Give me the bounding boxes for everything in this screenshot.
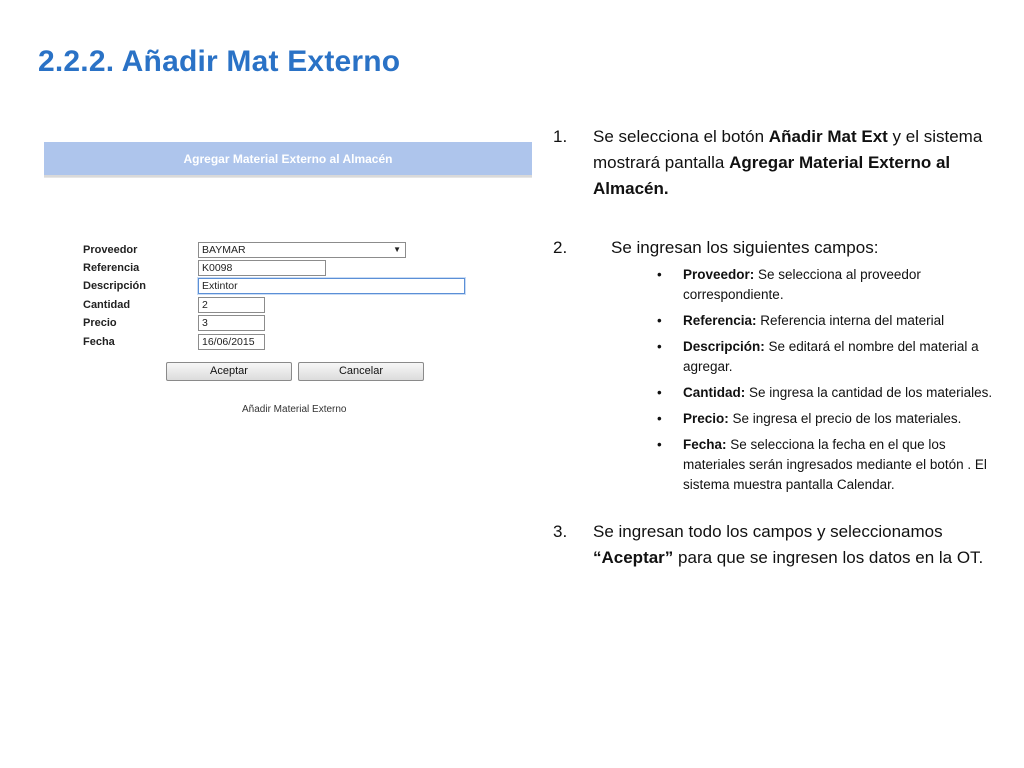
bullet-desc: Se selecciona al proveedor correspondiente.	[683, 267, 921, 302]
step-number: 3.	[553, 522, 568, 541]
cantidad-label: Cantidad	[83, 299, 131, 311]
list-item: • Fecha: Se selecciona la fecha en el que los materiales serán ingresados mediante el botón . El sistema muestra pantalla Calendar.	[657, 437, 987, 492]
cancel-button[interactable]: Cancelar	[298, 362, 424, 381]
proveedor-select[interactable]	[198, 242, 406, 258]
bullet-desc: Se ingresa la cantidad de los materiales.	[745, 385, 993, 400]
list-item: • Descripción: Se editará el nombre del material a agregar.	[657, 339, 979, 374]
precio-input[interactable]	[198, 315, 265, 331]
step-text: Se ingresan todo los campos y seleccionamos	[593, 522, 943, 541]
bullet-desc: Se editará el nombre del material a agregar.	[683, 339, 979, 374]
step-text: Se ingresan los siguientes campos:	[611, 238, 879, 257]
slide-title: 2.2.2. Añadir Mat Externo	[38, 45, 401, 78]
referencia-input[interactable]	[198, 260, 326, 276]
descripcion-input[interactable]	[198, 278, 465, 294]
cantidad-value: 2	[202, 299, 208, 311]
step-3	[553, 519, 1003, 571]
accept-button[interactable]: Aceptar	[166, 362, 292, 381]
instructions	[553, 124, 1003, 571]
proveedor-value: BAYMAR	[202, 244, 246, 256]
list-item: • Proveedor: Se selecciona al proveedor correspondiente.	[657, 267, 921, 302]
precio-value: 3	[202, 317, 208, 329]
bullet-term: Proveedor:	[683, 267, 755, 282]
precio-label: Precio	[83, 317, 117, 329]
fecha-label: Fecha	[83, 336, 115, 348]
step-2	[553, 235, 1003, 261]
referencia-value: K0098	[202, 262, 233, 274]
step-emphasis: “Aceptar”	[593, 548, 674, 567]
bullet-desc: Se ingresa el precio de los materiales.	[728, 411, 962, 426]
descripcion-label: Descripción	[83, 280, 146, 292]
bullet-term: Referencia:	[683, 313, 757, 328]
bullet-term: Precio:	[683, 411, 729, 426]
form-caption: Añadir Material Externo	[242, 404, 347, 415]
bullet-desc: Referencia interna del material	[756, 313, 945, 328]
bullet-term: Descripción:	[683, 339, 765, 354]
chevron-down-icon: ▼	[393, 245, 401, 254]
bullet-term: Fecha:	[683, 437, 727, 452]
field-list	[553, 265, 1003, 495]
list-item: • Precio: Se ingresa el precio de los materiales.	[657, 411, 962, 426]
bullet-term: Cantidad:	[683, 385, 746, 400]
step-1	[553, 124, 1003, 202]
form-header: Agregar Material Externo al Almacén	[44, 142, 532, 177]
referencia-label: Referencia	[83, 262, 140, 274]
fecha-value: 16/06/2015	[202, 336, 255, 348]
step-emphasis: Añadir Mat Ext	[768, 127, 888, 146]
step-number: 2.	[553, 238, 568, 257]
descripcion-value: Extintor	[202, 280, 238, 292]
step-text: y el sistema mostrará pantalla	[593, 127, 983, 172]
list-item: • Referencia: Referencia interna del material	[657, 313, 945, 328]
bullet-desc: Se selecciona la fecha en el que los materiales serán ingresados mediante el botón . El sistema muestra pantalla Calendar.	[683, 437, 987, 492]
fecha-input[interactable]	[198, 334, 265, 350]
list-item: • Cantidad: Se ingresa la cantidad de los materiales.	[657, 385, 993, 400]
cantidad-input[interactable]	[198, 297, 265, 313]
step-emphasis: Agregar Material Externo al Almacén.	[593, 153, 951, 198]
step-number: 1.	[553, 127, 568, 146]
proveedor-label: Proveedor	[83, 244, 138, 256]
step-text: Se selecciona el botón	[593, 127, 769, 146]
step-text: para que se ingresen los datos en la OT.	[673, 548, 984, 567]
